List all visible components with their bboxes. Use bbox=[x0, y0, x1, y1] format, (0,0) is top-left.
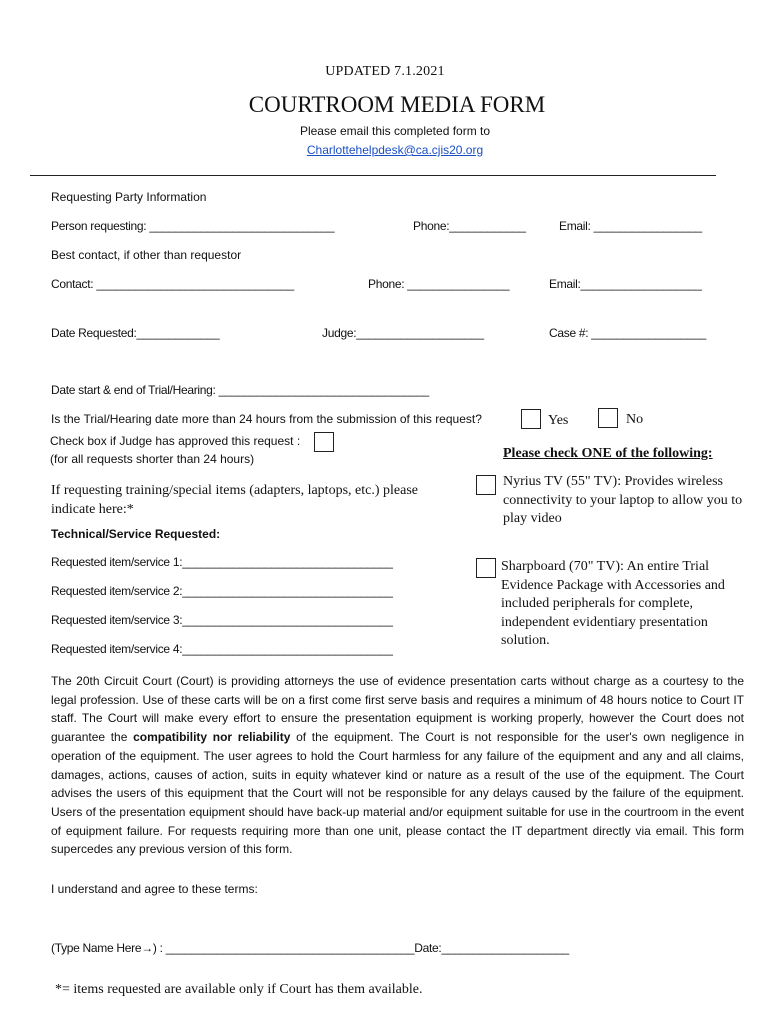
signature-date-field[interactable]: (Type Name Here→) : _______________________________________Date:____________________ bbox=[51, 941, 569, 955]
training-note-line2: indicate here:* bbox=[51, 502, 134, 517]
terms-bold-text: compatibility nor reliability bbox=[133, 730, 291, 745]
requested-item-4-field[interactable]: Requested item/service 4:_________________________________ bbox=[51, 642, 393, 656]
requesting-party-heading: Requesting Party Information bbox=[51, 190, 207, 204]
agreement-label: I understand and agree to these terms: bbox=[51, 882, 258, 896]
helpdesk-email-link[interactable]: Charlottehelpdesk@ca.cjis20.org bbox=[306, 143, 484, 157]
nyrius-option-text: Nyrius TV (55" TV): Provides wireless connectivity to your laptop to allow you to play video bbox=[503, 474, 743, 526]
no-label: No bbox=[626, 412, 644, 427]
sharpboard-option-text: Sharpboard (70" TV): An entire Trial Evidence Package with Accessories and included peripherals for complete, independent evidentiary presentation solution. bbox=[501, 559, 725, 648]
availability-footnote: *= items requested are available only if Court has them available. bbox=[55, 982, 423, 997]
case-number-field[interactable]: Case #: __________________ bbox=[549, 326, 707, 340]
person-requesting-field[interactable]: Person requesting: _____________________________ bbox=[51, 219, 335, 233]
judge-approval-checkbox[interactable] bbox=[314, 432, 334, 452]
judge-approval-label: Check box if Judge has approved this request : bbox=[50, 434, 301, 448]
nyrius-checkbox[interactable] bbox=[476, 475, 496, 495]
terms-text-part1: The 20th Circuit Court (Court) is providing attorneys the use of evidence presentation carts without charge as a courtesy to the legal profession. Use of these carts will be on a first come first serve basis and requires a minimum of 48 hours notice to Court IT staff. The Court will make every effort to ensure the presentation equipment is working properly, however the Court does not guarantee the bbox=[51, 674, 744, 745]
contact-phone-field[interactable]: Phone: ________________ bbox=[368, 277, 510, 291]
trial-dates-field[interactable]: Date start & end of Trial/Hearing: _________________________________ bbox=[51, 383, 429, 397]
contact-email-field[interactable]: Email:___________________ bbox=[549, 277, 702, 291]
options-heading: Please check ONE of the following: bbox=[503, 446, 713, 461]
page-title: COURTROOM MEDIA FORM bbox=[248, 92, 546, 117]
yes-checkbox[interactable] bbox=[521, 409, 541, 429]
requestor-phone-field[interactable]: Phone:____________ bbox=[413, 219, 526, 233]
header-divider bbox=[30, 175, 716, 176]
judge-approval-note: (for all requests shorter than 24 hours) bbox=[50, 452, 255, 466]
best-contact-heading: Best contact, if other than requestor bbox=[51, 248, 242, 262]
terms-paragraph bbox=[51, 672, 744, 859]
contact-field[interactable]: Contact: _______________________________ bbox=[51, 277, 294, 291]
technical-heading: Technical/Service Requested: bbox=[51, 527, 221, 541]
terms-text-part2: of the equipment. The Court is not responsible for the user's own negligence in operation of the equipment. The user agrees to hold the Court harmless for any failure of the equipment and any and all claims, damages, actions, causes of action, suits in equity whatever kind or nature as a result of the use of the equipment. The Court advises the users of this equipment that the Court will not be responsible for any delays caused by the failure of the equipment. Users of the presentation equipment should have back-up material and/or equipment suitable for use in the courtroom in the event of equipment failure. For requests requiring more than one unit, please contact the IT department directly via email. This form supercedes any previous version of this form. bbox=[51, 730, 744, 857]
judge-field[interactable]: Judge:____________________ bbox=[322, 326, 484, 340]
requestor-email-field[interactable]: Email: _________________ bbox=[559, 219, 702, 233]
date-requested-field[interactable]: Date Requested:_____________ bbox=[51, 326, 220, 340]
email-instruction: Please email this completed form to bbox=[299, 124, 491, 138]
no-checkbox[interactable] bbox=[598, 408, 618, 428]
training-note-line1: If requesting training/special items (adapters, laptops, etc.) please bbox=[51, 483, 418, 498]
yes-label: Yes bbox=[548, 413, 569, 428]
trial-question: Is the Trial/Hearing date more than 24 hours from the submission of this request? bbox=[51, 412, 482, 426]
requested-item-3-field[interactable]: Requested item/service 3:_________________________________ bbox=[51, 613, 393, 627]
requested-item-2-field[interactable]: Requested item/service 2:_________________________________ bbox=[51, 584, 393, 598]
helpdesk-email-container bbox=[0, 143, 770, 157]
sharpboard-checkbox[interactable] bbox=[476, 558, 496, 578]
updated-date: UPDATED 7.1.2021 bbox=[325, 64, 445, 79]
requested-item-1-field[interactable]: Requested item/service 1:_________________________________ bbox=[51, 555, 393, 569]
